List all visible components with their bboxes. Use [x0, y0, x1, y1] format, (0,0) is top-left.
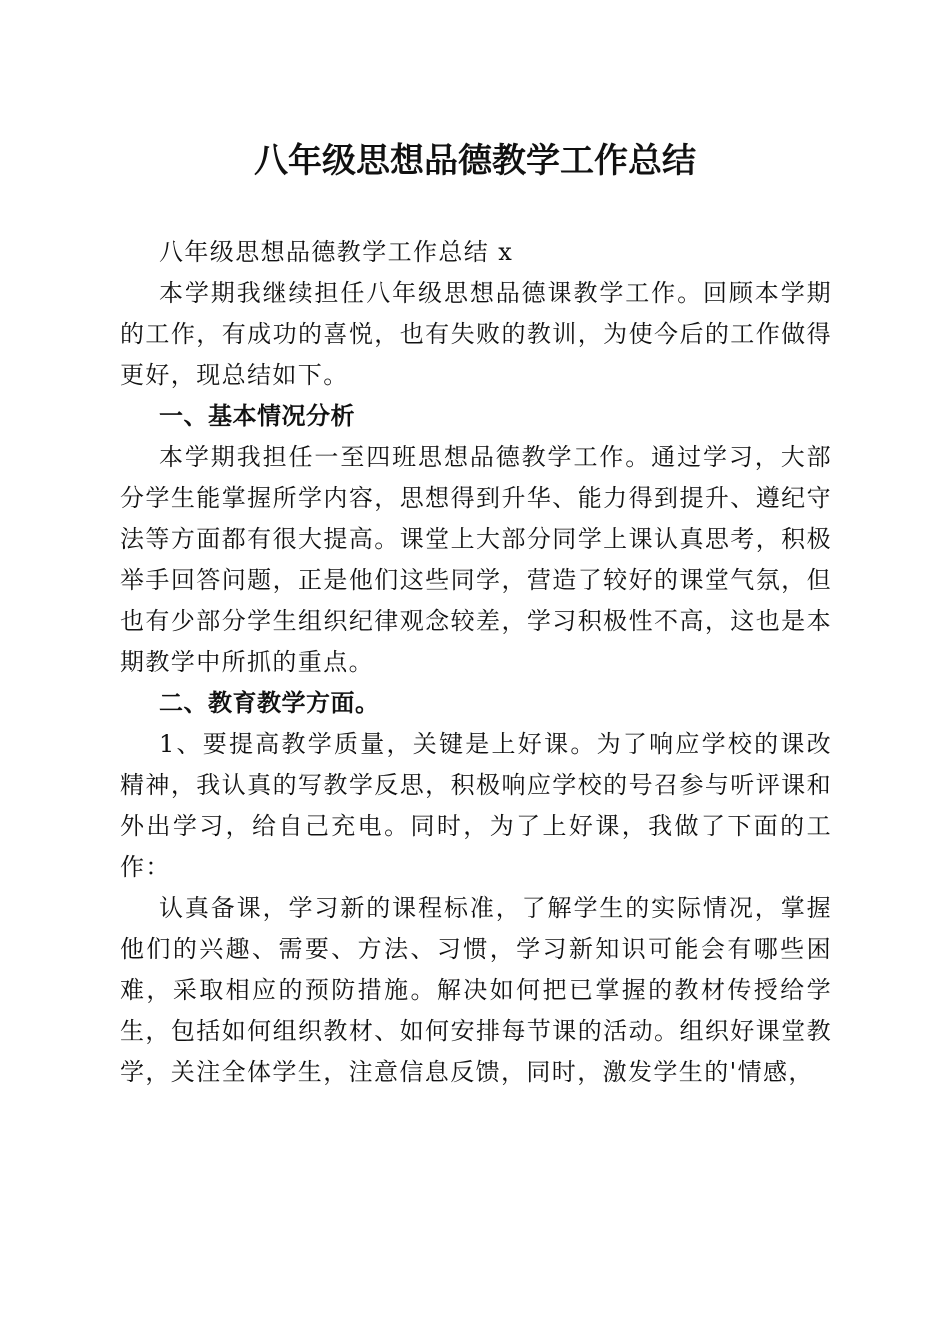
- intro-paragraph: 本学期我继续担任八年级思想品德课教学工作。回顾本学期的工作，有成功的喜悦，也有失败的教训，为使今后的工作做得更好，现总结如下。: [120, 279, 832, 389]
- section-heading-teaching: 二、教育教学方面。: [159, 689, 380, 717]
- teaching-paragraph-1: 1、要提高教学质量，关键是上好课。为了响应学校的课改精神，我认真的写教学反思，积极响应学校的号召参与听评课和外出学习，给自己充电。同时，为了上好课，我做了下面的工作：: [120, 730, 832, 881]
- subtitle-line: 八年级思想品德教学工作总结 x: [159, 238, 514, 266]
- document-title: 八年级思想品德教学工作总结: [254, 141, 696, 181]
- document-body: [120, 232, 832, 1093]
- teaching-paragraph-2: 认真备课，学习新的课程标准，了解学生的实际情况，掌握他们的兴趣、需要、方法、习惯，学习新知识可能会有哪些困难，采取相应的预防措施。解决如何把已掌握的教材传授给学生，包括如何组织教材、如何安排每节课的活动。组织好课堂教学，关注全体学生，注意信息反馈，同时，激发学生的'情感，: [120, 894, 832, 1086]
- section-heading-basic-situation: 一、基本情况分析: [159, 402, 355, 430]
- basic-situation-paragraph: 本学期我担任一至四班思想品德教学工作。通过学习，大部分学生能掌握所学内容，思想得到升华、能力得到提升、遵纪守法等方面都有很大提高。课堂上大部分同学上课认真思考，积极举手回答问题，正是他们这些同学，营造了较好的课堂气氛，但也有少部分学生组织纪律观念较差，学习积极性不高，这也是本期教学中所抓的重点。: [120, 443, 832, 676]
